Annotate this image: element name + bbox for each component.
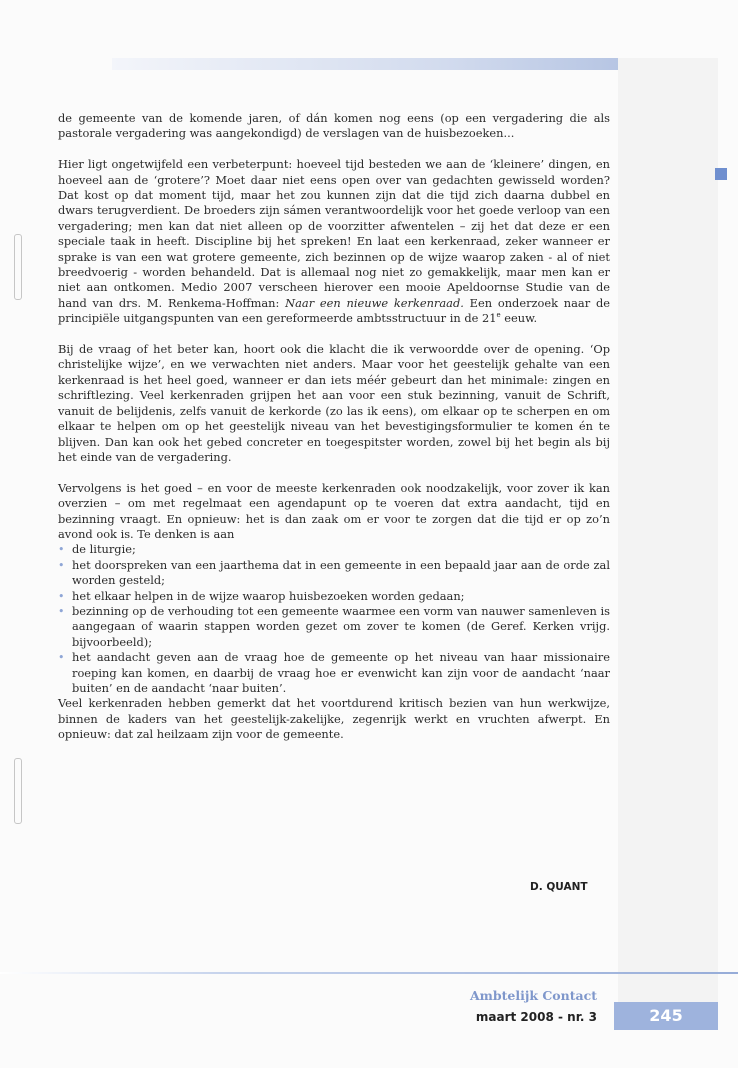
list-item: [58, 604, 610, 650]
book-title: Naar een nieuwe kerkenraad.: [285, 295, 464, 310]
paragraph-2-text-b: Een onderzoek naar de principiële uitgangspunten van een gereformeerde ambtsstructuur in de 21: [58, 295, 610, 326]
right-margin-panel: [618, 58, 718, 1018]
bullet-icon: •: [58, 589, 65, 603]
binding-ring-top: [14, 234, 22, 300]
agenda-topic-list: [58, 542, 610, 696]
paragraph-5-text: Veel kerkenraden hebben gemerkt dat het voortdurend kritisch bezien van hun werkwijze, binnen de kaders van het geestelijk-zakelijke, zegenrijk werkt en vruchten afwerpt. En opnieuw: dat zal heilzaam zijn voor de gemeente.: [58, 696, 610, 742]
century-superscript: e: [496, 311, 501, 320]
list-item-text: de liturgie;: [72, 542, 136, 557]
list-item: [58, 589, 610, 604]
footer-rule: [0, 972, 738, 974]
list-item-text: het elkaar helpen in de wijze waarop huisbezoeken worden gedaan;: [72, 588, 465, 603]
bullet-icon: •: [58, 604, 65, 618]
paragraph-5: [58, 696, 610, 742]
bullet-icon: •: [58, 558, 65, 572]
section-tab-marker: [715, 168, 727, 180]
paragraph-2: [58, 157, 610, 326]
paragraph-1: [58, 111, 610, 142]
paragraph-1-text: de gemeente van de komende jaren, of dán komen nog eens (op een vergadering die als pastorale vergadering was aangekondigd) de verslagen van de huisbezoeken...: [58, 111, 610, 141]
list-item: [58, 650, 610, 696]
magazine-name: Ambtelijk Contact: [469, 988, 597, 1003]
paragraph-2-text-c: eeuw.: [500, 311, 538, 326]
paragraph-3-text: Bij de vraag of het beter kan, hoort ook die klacht die ik verwoordde over de opening. ‘Op christelijke wijze’, en we verwachten niet anders. Maar voor het geestelijk gehalte van een kerkenraad is het heel goed, wanneer er dan iets méér gebeurt dan het minimale: zingen en schriftlezing. Veel kerkenraden grijpen het aan voor een stuk bezinning, vanuit de Schrift, vanuit de belijdenis, zelfs vanuit de kerkorde (zo las ik eens), om elkaar op te scherpen en om elkaar te helpen om op het geestelijk niveau van het bevestigingsformulier te komen én te blijven. Dan kan ook het gebed concreter en toegespitster worden, zowel bij het begin als bij het einde van de vergadering.: [58, 342, 610, 464]
list-item-text: het doorspreken van een jaarthema dat in een gemeente in een bepaald jaar aan de orde zal worden gesteld;: [72, 557, 610, 588]
list-item-text: het aandacht geven aan de vraag hoe de gemeente op het niveau van haar missionaire roeping kan komen, en daarbij de vraag hoe er evenwicht kan zijn voor de aandacht ‘naar buiten’ en de aandacht ‘naar buiten’.: [72, 650, 610, 695]
paragraph-2-text-a: Hier ligt ongetwijfeld een verbeterpunt: hoeveel tijd besteden we aan de ‘kleinere’ dingen, en hoeveel aan de ‘grotere’? Moet daar niet eens open over van gedachten gewisseld worden? Dat kost op dat moment tijd, maar het zou kunnen zijn dat die tijd zich daarna dubbel en dwars terugverdient. De broeders zijn sámen verantwoordelijk voor het goede verloop van een vergadering; men kan dat niet alleen op de voorzitter afwentelen – zij het dat deze er een speciale taak in heeft. Discipline bij het spreken! En laat een kerkenraad, zeker wanneer er sprake is van een wat grotere gemeente, zich bezinnen op de wijze waarop zaken - al of niet breedvoerig - worden behandeld. Dat is allemaal nog niet zo gemakkelijk, maar men kan er niet aan ontkomen. Medio 2007 verscheen hierover een mooie Apeldoornse Studie van de hand van drs. M. Renkema-Hoffman:: [58, 157, 610, 310]
author-signature: D. QUANT: [530, 881, 588, 893]
list-item: [58, 558, 610, 589]
list-item: [58, 542, 610, 557]
page-number: 245: [614, 1002, 718, 1030]
paragraph-4-text: Vervolgens is het goed – en voor de meeste kerkenraden ook noodzakelijk, voor zover ik kan overzien – om met regelmaat een agendapunt op te voeren dat extra aandacht, tijd en bezinning vraagt. En opnieuw: het is dan zaak om er voor te zorgen dat die tijd er op zo’n avond ook is. Te denken is aan: [58, 480, 610, 541]
list-item-text: bezinning op de verhouding tot een gemeente waarmee een vorm van nauwer samenleven is aangegaan of waarin stappen worden gezet om zover te komen (de Geref. Kerken vrijg. bijvoorbeeld);: [72, 603, 610, 649]
bullet-icon: •: [58, 651, 65, 665]
paragraph-4: [58, 481, 610, 543]
binding-ring-bottom: [14, 758, 22, 824]
paragraph-3: [58, 342, 610, 465]
issue-label: maart 2008 - nr. 3: [475, 1010, 597, 1024]
bullet-icon: •: [58, 543, 65, 557]
article-body: [58, 111, 610, 743]
